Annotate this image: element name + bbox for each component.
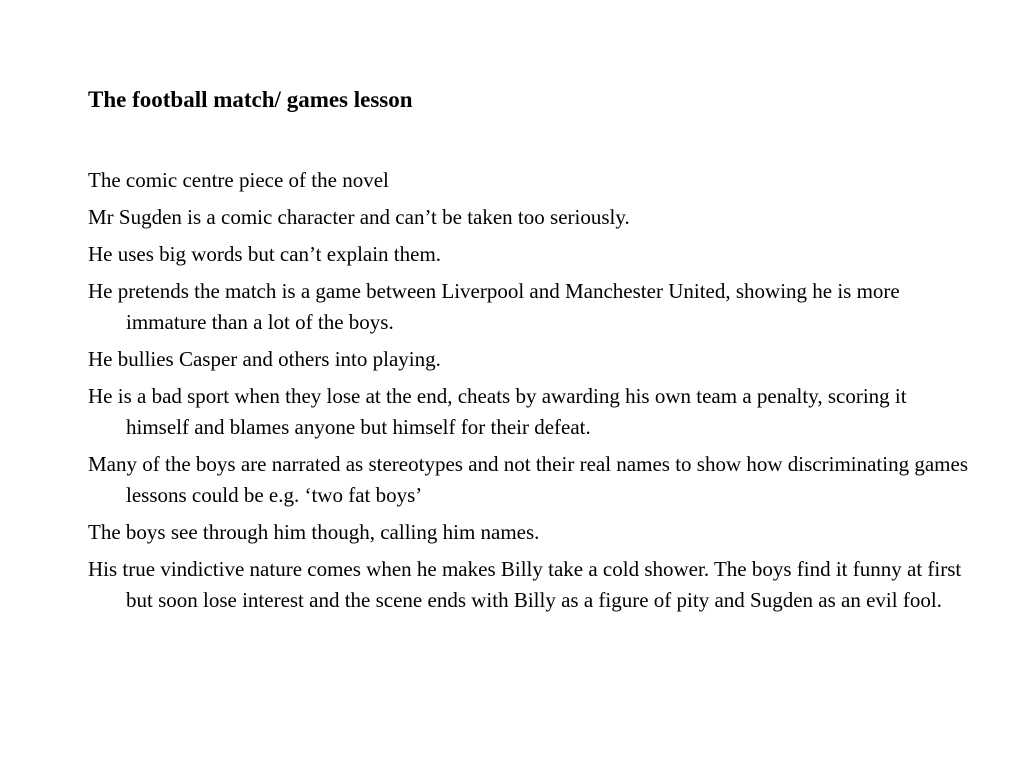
body-item: The comic centre piece of the novel <box>88 168 389 192</box>
body-item: He pretends the match is a game between Liverpool and Manchester United, showing he is more immature than a lot of the boys. <box>88 279 900 334</box>
body-item: He bullies Casper and others into playing. <box>88 347 441 371</box>
body-item: He is a bad sport when they lose at the end, cheats by awarding his own team a penalty, scoring it himself and blames anyone but himself for their defeat. <box>88 384 907 439</box>
slide-title: The football match/ games lesson <box>88 87 413 112</box>
body-item: Mr Sugden is a comic character and can’t be taken too seriously. <box>88 205 630 229</box>
body-list <box>88 165 968 622</box>
body-item: Many of the boys are narrated as stereotypes and not their real names to show how discriminating games lessons could be e.g. ‘two fat boys’ <box>88 452 969 507</box>
body-item: His true vindictive nature comes when he makes Billy take a cold shower. The boys find it funny at first but soon lose interest and the scene ends with Billy as a figure of pity and Sugden as an evil fool. <box>88 557 962 612</box>
body-item: The boys see through him though, calling him names. <box>88 520 540 544</box>
body-item: He uses big words but can’t explain them. <box>88 242 442 266</box>
